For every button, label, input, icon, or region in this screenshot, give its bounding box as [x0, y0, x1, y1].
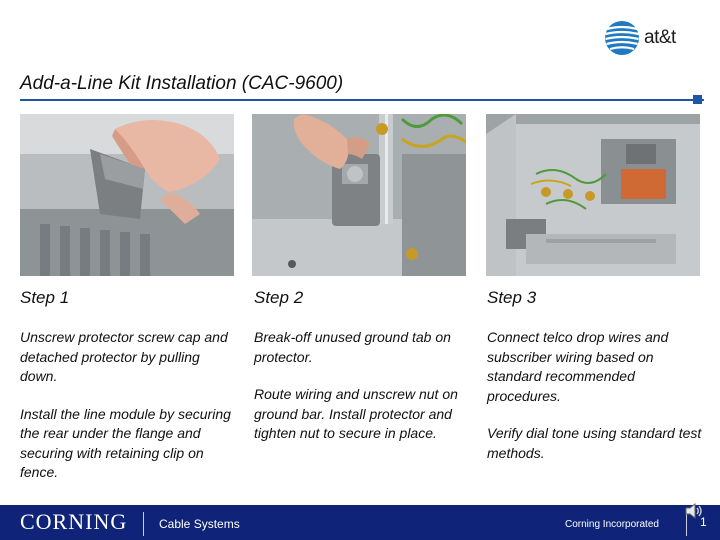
step-column-1: [20, 288, 238, 501]
footer-bar: [0, 505, 720, 540]
step-instruction: Break-off unused ground tab on protector.: [254, 329, 451, 365]
photo-step-1: [20, 114, 234, 276]
photo-step-2: [252, 114, 466, 276]
step-heading: Step 2: [254, 288, 304, 307]
division-name: Cable Systems: [159, 517, 240, 531]
footer-divider: [143, 512, 144, 536]
corning-logo: CORNING: [20, 509, 128, 534]
step-column-2: [254, 288, 472, 462]
step-instruction: Verify dial tone using standard test methods.: [487, 425, 702, 461]
step-instruction: Route wiring and unscrew nut on ground bar. Install protector and tighten nut to secure in place.: [254, 386, 458, 441]
logo-text: at&t: [644, 27, 676, 48]
hand-breaking-ground-tab-photo: [252, 114, 466, 276]
title-divider: [20, 99, 704, 101]
step-instruction: Connect telco drop wires and subscriber wiring based on standard recommended procedures.: [487, 329, 669, 404]
step-instruction: Install the line module by securing the rear under the flange and securing with retaining clip on fence.: [20, 405, 231, 480]
photo-step-3: [486, 114, 700, 276]
title-divider-marker: [693, 95, 702, 104]
step-column-3: [487, 288, 705, 481]
company-name: Corning Incorporated: [565, 519, 659, 530]
step-instruction: Unscrew protector screw cap and detached protector by pulling down.: [20, 329, 228, 384]
step-heading: Step 1: [20, 288, 70, 307]
open-enclosure-wiring-photo: [486, 114, 700, 276]
globe-icon: [604, 20, 640, 56]
page-number: 1: [700, 515, 707, 529]
speaker-icon[interactable]: [684, 501, 704, 521]
slide-title: Add-a-Line Kit Installation (CAC-9600): [20, 73, 344, 94]
hand-holding-protector-photo: [20, 114, 234, 276]
att-logo: [604, 20, 676, 56]
step-heading: Step 3: [487, 288, 537, 307]
